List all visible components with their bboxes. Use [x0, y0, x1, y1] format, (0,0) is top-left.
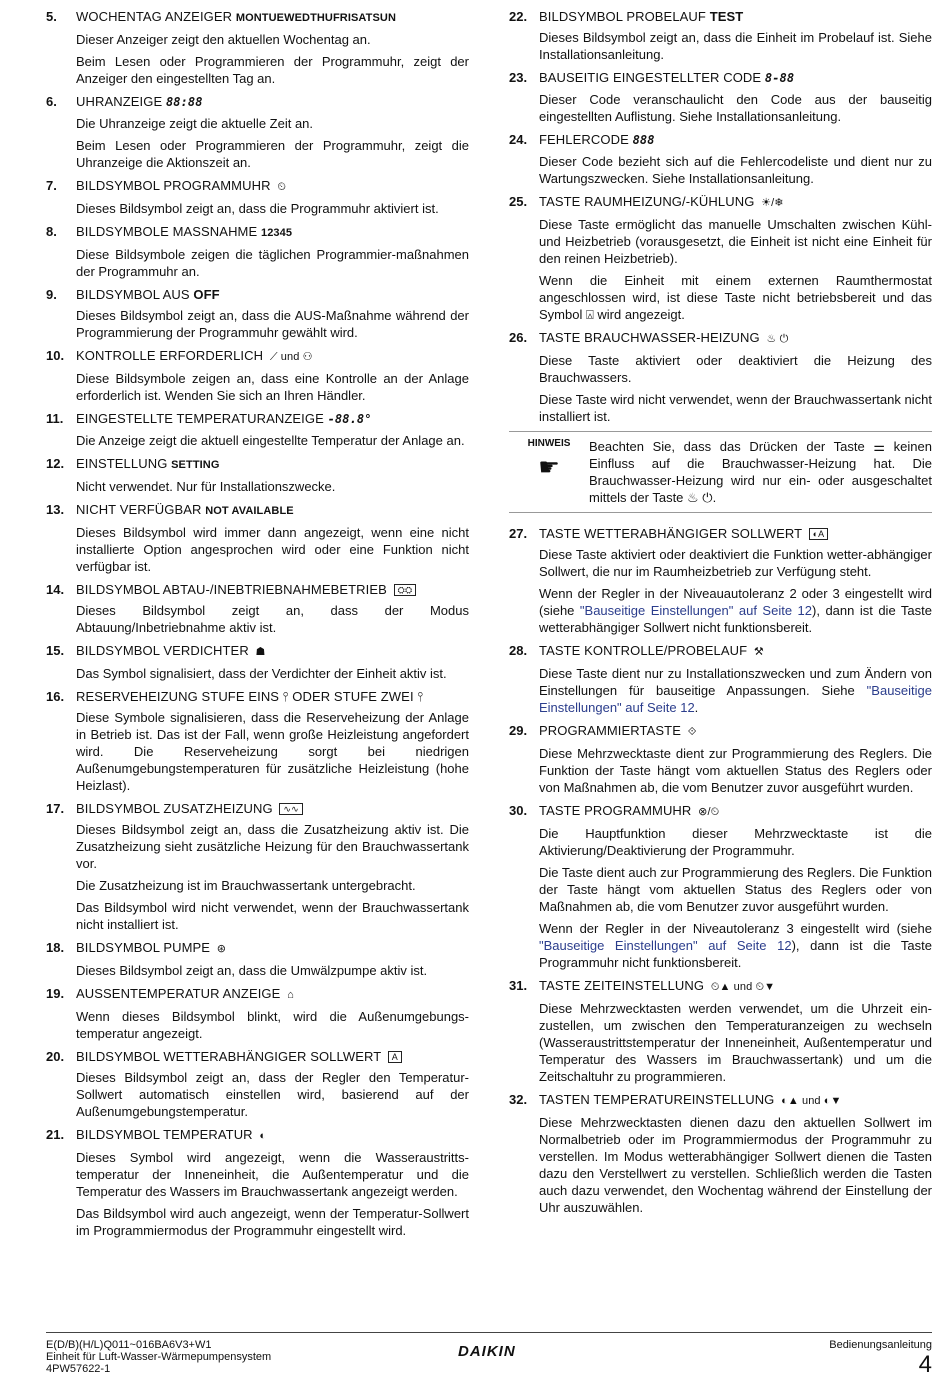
item-heading — [509, 131, 932, 149]
item-heading — [46, 800, 469, 817]
item-paragraph-with-link — [539, 585, 932, 636]
item-number: 20. — [46, 1049, 65, 1064]
item-title: WOCHENTAG ANZEIGER — [76, 9, 233, 24]
item-number: 6. — [46, 94, 57, 109]
list-item — [46, 939, 469, 979]
item-title-line — [76, 8, 469, 27]
item-paragraph: Die Hauptfunktion dieser Mehrzwecktaste ist die Aktivierung/Deaktivierung der Programmuhr. — [539, 826, 932, 858]
item-number: 14. — [46, 582, 65, 597]
item-paragraph: Dieses Bildsymbol zeigt an, dass der Modus Abtauung/Inbetriebnahme aktiv ist. — [76, 603, 469, 635]
item-symbol: A — [388, 1051, 402, 1063]
item-symbol: ⛭⛭ — [394, 584, 417, 596]
item-title: TASTE BRAUCHWASSER-HEIZUNG — [539, 330, 760, 345]
item-number: 16. — [46, 689, 65, 704]
paragraph-text: ), dann ist die Taste wetterabhängiger Sollwert nicht funktionsbereit. — [539, 603, 933, 635]
item-title: TASTE KONTROLLE/PROBELAUF — [539, 643, 748, 658]
item-heading — [509, 642, 932, 661]
footer-model: E(D/B)(H/L)Q011~016BA6V3+W1 — [46, 1339, 212, 1351]
item-title: BILDSYMBOL ZUSATZHEIZUNG — [76, 801, 273, 816]
item-title: BILDSYMBOLE MASSNAHME — [76, 224, 258, 239]
item-title: TASTE WETTERABHÄNGIGER SOLLWERT — [539, 526, 802, 541]
list-item — [509, 8, 932, 63]
item-symbol: ☀/❄ — [761, 197, 784, 209]
item-number: 23. — [509, 70, 528, 85]
list-item — [509, 329, 932, 425]
item-symbol: -88.8° — [327, 412, 372, 426]
item-title-line — [539, 525, 932, 542]
item-symbol: ⟐ — [687, 726, 697, 738]
item-heading — [509, 1091, 932, 1110]
item-paragraph: Diese Taste aktiviert oder deaktiviert die Heizung des Brauchwassers. — [539, 353, 932, 385]
right-items-top — [509, 8, 932, 425]
item-title-line — [76, 286, 469, 303]
item-paragraph: Diese Bildsymbole zeigen an, dass eine Kontrolle an der Anlage erforderlich ist. Wenden Sie sich an Ihren Händler. — [76, 371, 469, 403]
item-heading — [46, 1126, 469, 1145]
item-title-line — [76, 93, 469, 111]
item-heading — [46, 410, 469, 428]
list-item — [46, 410, 469, 449]
item-title: TASTE PROGRAMMUHR — [539, 803, 692, 818]
note-label-block — [509, 438, 589, 506]
left-column — [46, 8, 469, 1245]
item-title-line — [76, 1048, 469, 1065]
list-item — [46, 286, 469, 341]
list-item — [46, 985, 469, 1042]
item-number: 24. — [509, 132, 528, 147]
item-paragraph: Die Uhranzeige zeigt die aktuelle Zeit an. — [76, 116, 314, 131]
item-title-line — [76, 410, 469, 428]
item-title: AUSSENTEMPERATUR ANZEIGE — [76, 986, 281, 1001]
item-title-line — [539, 642, 932, 661]
item-title: BILDSYMBOL PUMPE — [76, 940, 211, 955]
item-number: 8. — [46, 224, 57, 239]
item-title-line — [76, 223, 469, 242]
footer-doctype: Bedienungsanleitung — [829, 1339, 932, 1351]
item-heading — [46, 642, 469, 661]
item-paragraph-with-link — [539, 920, 932, 971]
item-heading — [46, 286, 469, 303]
item-title-line — [539, 131, 932, 149]
item-paragraph: Die Anzeige zeigt die aktuell eingestellte Temperatur der Anlage an. — [76, 433, 465, 448]
item-symbol: ⫯ ODER STUFE ZWEI ⫯ — [282, 689, 424, 704]
item-title: BAUSEITIG EINGESTELLTER CODE — [539, 70, 762, 85]
item-title-line — [539, 329, 932, 348]
item-number: 12. — [46, 456, 65, 471]
footer-docnum: 4PW57622-1 — [46, 1363, 111, 1375]
item-title: BILDSYMBOL TEMPERATUR — [76, 1127, 253, 1142]
paragraph-text: ), dann ist die Taste Programmuhr nicht funktionsbereit. — [539, 938, 933, 970]
list-item — [46, 688, 469, 794]
item-paragraph: Das Bildsymbol wird nicht verwendet, wenn der Brauchwassertank nicht installiert ist. — [76, 900, 469, 932]
paragraph-text: . — [694, 700, 699, 715]
cross-reference-link[interactable]: "Bauseitige Einstellungen" auf Seite 12 — [579, 603, 813, 618]
item-title-line — [76, 688, 469, 705]
list-item — [46, 1126, 469, 1239]
item-paragraph: Wenn dieses Bildsymbol blinkt, wird die Außenumgebungs-temperatur angezeigt. — [76, 1009, 469, 1041]
list-item — [509, 525, 932, 636]
item-title-line — [539, 977, 932, 996]
item-symbol: 888 — [632, 133, 655, 147]
item-title: FEHLERCODE — [539, 132, 629, 147]
item-heading — [46, 939, 469, 958]
list-item — [46, 455, 469, 495]
item-symbol: ⏲▲ und ⏲▼ — [710, 981, 776, 993]
note-label: HINWEIS — [527, 438, 571, 449]
item-paragraph: Diese Bildsymbole zeigen die täglichen Programmier-maßnahmen der Programmuhr an. — [76, 247, 469, 279]
item-title-line — [539, 193, 932, 212]
item-paragraph: Dieses Bildsymbol zeigt an, dass die AUS-Maßnahme während der Programmierung der Programmuhr gewählt wird. — [76, 308, 469, 340]
item-number: 21. — [46, 1127, 65, 1142]
pointing-hand-icon: ☛ — [538, 454, 560, 481]
item-number: 32. — [509, 1092, 528, 1107]
item-number: 11. — [46, 411, 64, 426]
list-item — [46, 581, 469, 636]
list-item — [509, 131, 932, 187]
item-paragraph: Die Zusatzheizung ist im Brauchwassertank untergebracht. — [76, 878, 416, 893]
item-symbol: SETTING — [171, 459, 220, 471]
item-symbol: TEST — [709, 9, 744, 24]
cross-reference-link[interactable]: "Bauseitige Einstellungen" auf Seite 12 — [539, 938, 792, 953]
item-title: BILDSYMBOL WETTERABHÄNGIGER SOLLWERT — [76, 1049, 382, 1064]
item-heading — [46, 177, 469, 196]
item-title: BILDSYMBOL VERDICHTER — [76, 643, 249, 658]
item-title-line — [76, 642, 469, 661]
item-title-line — [76, 1126, 469, 1145]
list-item — [509, 642, 932, 716]
list-item — [46, 177, 469, 217]
list-item — [46, 1048, 469, 1120]
item-symbol: OFF — [193, 287, 220, 302]
item-heading — [46, 455, 469, 474]
item-title: BILDSYMBOL PROGRAMMUHR — [76, 178, 271, 193]
item-heading — [46, 347, 469, 366]
item-title-line — [539, 1091, 932, 1110]
item-title: TASTEN TEMPERATUREINSTELLUNG — [539, 1092, 775, 1107]
item-number: 22. — [509, 9, 528, 24]
item-number: 30. — [509, 803, 528, 818]
item-title-line — [76, 177, 469, 196]
item-number: 28. — [509, 643, 528, 658]
item-paragraph: Diese Mehrzwecktaste dient zur Programmierung des Reglers. Die Funktion der Taste hängt vom aktuellen Status des Reglers oder von Maßnahmen ab, die vom Benutzer zuvor ausgeführt wurden. — [539, 746, 932, 795]
list-item — [509, 977, 932, 1085]
item-title: EINSTELLUNG — [76, 456, 168, 471]
item-paragraph-with-link — [539, 665, 932, 716]
item-paragraph: Beim Lesen oder Programmieren der Programmuhr, zeigt der Anzeiger den eingestellten Tag an. — [76, 54, 469, 86]
cross-reference-link[interactable]: "Bauseitige Einstellungen" auf Seite 12 — [539, 683, 932, 715]
item-heading — [46, 985, 469, 1004]
item-paragraph: Dieses Symbol wird angezeigt, wenn die Wasseraustritts-temperatur der Inneneinheit, die Außentemperatur und die Temperatur des Wassers im Brauchwassertank angezeigt werden. — [76, 1150, 469, 1199]
item-title-line — [539, 802, 932, 821]
item-title: TASTE RAUMHEIZUNG/-KÜHLUNG — [539, 194, 755, 209]
paragraph-text: Diese Taste dient nur zu Installationszwecken und zum Ändern von Einstellungen für bauseitige Anpassungen. Siehe — [539, 666, 932, 698]
item-title-line — [76, 985, 469, 1004]
item-paragraph: Diese Taste wird nicht verwendet, wenn der Brauchwassertank nicht installiert ist. — [539, 392, 932, 424]
item-paragraph: Das Bildsymbol wird auch angezeigt, wenn der Temperatur-Sollwert im Programmiermodus der Programmuhr eingestellt wird. — [76, 1206, 469, 1238]
item-symbol: ⊗/⏲ — [698, 806, 720, 818]
item-number: 29. — [509, 723, 528, 738]
item-paragraph: Diese Taste ermöglicht das manuelle Umschalten zwischen Kühl- und Heizbetrieb (vorausgesetzt, die Einheit ist nicht eine Einheit für den reinen Heizbetrieb). — [539, 217, 932, 266]
item-symbol: ⚒ — [753, 646, 764, 658]
item-paragraph: Diese Mehrzwecktasten werden verwendet, um die Uhrzeit ein-zustellen, um zwischen den Temperaturanzeigen zu wechseln (Wasseraustrittstemperatur der Inneneinheit, Außentemperatur und Temperatur des Wassers im Brauchwassertank) und um die Zeitschaltuhr zu programmieren. — [539, 1001, 932, 1084]
item-heading — [46, 223, 469, 242]
item-heading — [509, 69, 932, 87]
item-paragraph: Beim Lesen oder Programmieren der Programmuhr, zeigt die Uhranzeige die Aktionszeit an. — [76, 138, 469, 170]
item-title: KONTROLLE ERFORDERLICH — [76, 348, 264, 363]
item-heading — [509, 802, 932, 821]
item-symbol: 12345 — [260, 227, 293, 239]
item-number: 13. — [46, 502, 65, 517]
page-number: 4 — [918, 1351, 932, 1378]
item-number: 5. — [46, 9, 57, 24]
item-symbol: ⟋ und ⚇ — [269, 351, 313, 363]
item-number: 7. — [46, 178, 57, 193]
item-paragraph: Dieses Bildsymbol zeigt an, dass die Einheit im Probelauf ist. Siehe Installationsanleitung. — [539, 30, 932, 62]
item-title-line — [76, 581, 469, 598]
item-heading — [509, 193, 932, 212]
paragraph-text: Wenn der Regler in der Niveautoleranz 3 eingestellt wird (siehe — [539, 921, 932, 936]
item-paragraph: Dieses Bildsymbol wird immer dann angezeigt, wenn eine nicht installierte Option angesprochen wird oder eine Funktion nicht verfügbar ist. — [76, 525, 469, 574]
item-paragraph: Dieser Anzeiger zeigt den aktuellen Wochentag an. — [76, 32, 371, 47]
item-symbol: ⏲ — [277, 181, 286, 193]
item-paragraph: Dieses Bildsymbol zeigt an, dass die Umwälzpumpe aktiv ist. — [76, 963, 428, 978]
item-paragraph: Dieses Bildsymbol zeigt an, dass der Regler den Temperatur-Sollwert automatisch einstellen wird, basierend auf der Außenumgebungstemperatur. — [76, 1070, 469, 1119]
list-item — [509, 722, 932, 796]
item-title: BILDSYMBOL AUS — [76, 287, 190, 302]
list-item — [46, 642, 469, 682]
item-title: NICHT VERFÜGBAR — [76, 502, 202, 517]
item-heading — [46, 93, 469, 111]
note-text: Beachten Sie, dass das Drücken der Taste ⚌ keinen Einfluss auf die Brauchwasser-Heizung hat. Die Brauchwasser-Heizung wird nur ein- oder ausgeschaltet mittels der Taste ♨ ⏻. — [589, 439, 932, 505]
item-heading — [509, 722, 932, 741]
item-number: 9. — [46, 287, 57, 302]
item-symbol: NOT AVAILABLE — [205, 505, 294, 517]
list-item — [46, 93, 469, 171]
page-footer — [46, 1332, 932, 1379]
item-title: BILDSYMBOL ABTAU-/INEBTRIEBNAHMEBETRIEB — [76, 582, 387, 597]
item-symbol: ♨ ⏻ — [766, 333, 789, 345]
list-item — [46, 501, 469, 575]
item-number: 19. — [46, 986, 65, 1001]
list-item — [509, 802, 932, 971]
item-heading — [509, 8, 932, 25]
item-symbol: ⌂ — [287, 989, 294, 1001]
item-symbol: ⊛ — [216, 943, 227, 955]
brand-logo: DAIKIN — [458, 1343, 516, 1360]
item-title-line — [76, 800, 469, 817]
item-paragraph: Dieser Code veranschaulicht den Code aus der bauseitig eingestellten Auflistung. Siehe Installationsanleitung. — [539, 92, 932, 124]
item-paragraph: Diese Mehrzwecktasten dienen dazu den aktuellen Sollwert im Normalbetrieb oder im Programmiermodus der Programmuhr zu verstellen. Im Modus wetterabhängiger Sollwert dienen die Tasten dazu den Verstellwert zu verstellen. Schließlich werden die Tasten auch dazu verwendet, den Wochentag während der Einstellung der Uhr auszuwählen. — [539, 1115, 932, 1215]
list-item — [46, 223, 469, 280]
item-title: TASTE ZEITEINSTELLUNG — [539, 978, 705, 993]
item-title-line — [76, 501, 469, 520]
item-heading — [509, 329, 932, 348]
list-item — [509, 69, 932, 125]
item-title-line — [539, 69, 932, 87]
item-paragraph: Dieses Bildsymbol zeigt an, dass die Zusatzheizung aktiv ist. Die Zusatzheizung sieht zusätzliche Heizung für den Brauchwassertank vor. — [76, 822, 469, 871]
item-title-line — [76, 939, 469, 958]
item-heading — [46, 688, 469, 705]
item-title-line — [539, 722, 932, 741]
item-heading — [509, 525, 932, 542]
list-item — [509, 193, 932, 323]
item-symbol: 88:88 — [165, 95, 203, 109]
item-number: 15. — [46, 643, 65, 658]
item-heading — [509, 977, 932, 996]
item-title: PROGRAMMIERTASTE — [539, 723, 681, 738]
item-paragraph: Dieses Bildsymbol zeigt an, dass die Programmuhr aktiviert ist. — [76, 201, 439, 216]
item-title: UHRANZEIGE — [76, 94, 163, 109]
item-paragraph: Die Taste dient auch zur Programmierung des Reglers. Die Funktion der Taste hängt vom aktuellen Status des Reglers oder von Maßnahmen ab, die vom Benutzer zuvor ausgeführt wurden. — [539, 865, 932, 914]
item-heading — [46, 501, 469, 520]
paragraph-text: Wenn der Regler in der Niveauautoleranz 2 oder 3 eingestellt wird (siehe — [539, 586, 932, 618]
right-items-bottom — [509, 525, 932, 1216]
list-item — [509, 1091, 932, 1216]
list-item — [46, 8, 469, 87]
item-paragraph: Diese Symbole signalisieren, dass die Reserveheizung der Anlage in Betrieb ist. Das ist der Fall, wenn große Heizleistung angefordert wird. Die Reserveheizung sorgt bei niedrigen Außenumgebungstemperaturen für zusätzliche Heizleistung (hohe Heizlast). — [76, 710, 469, 793]
note-box — [509, 431, 932, 513]
item-title-line — [539, 8, 932, 25]
item-number: 10. — [46, 348, 65, 363]
item-symbol: 8-88 — [764, 71, 795, 85]
item-symbol: ◐ — [259, 1130, 267, 1142]
item-symbol: ◐▲ und ◐▼ — [781, 1095, 842, 1107]
item-number: 18. — [46, 940, 65, 955]
item-number: 31. — [509, 978, 528, 993]
item-symbol: ◐A — [809, 528, 829, 540]
item-number: 27. — [509, 526, 528, 541]
item-paragraph: Dieser Code bezieht sich auf die Fehlercodeliste und dient nur zu Wartungszwecken. Siehe Installationsanleitung. — [539, 154, 932, 186]
item-number: 17. — [46, 801, 65, 816]
item-title-line — [76, 455, 469, 474]
list-item — [46, 347, 469, 404]
item-number: 26. — [509, 330, 528, 345]
item-paragraph: Diese Taste aktiviert oder deaktiviert die Funktion wetter-abhängiger Sollwert, die nur im Raumheizbetrieb zur Verfügung steht. — [539, 547, 932, 579]
item-title: RESERVEHEIZUNG STUFE EINS — [76, 689, 280, 704]
item-title: EINGESTELLTE TEMPERATURANZEIGE — [76, 411, 324, 426]
item-symbol: ∿∿ — [279, 803, 302, 815]
footer-left — [46, 1339, 271, 1375]
footer-product: Einheit für Luft-Wasser-Wärmepumpensystem — [46, 1351, 272, 1363]
item-heading — [46, 8, 469, 27]
item-number: 25. — [509, 194, 528, 209]
item-paragraph: Wenn die Einheit mit einem externen Raumthermostat angeschlossen wird, ist diese Taste nicht betriebsbereit und das Symbol ⍓ wird angezeigt. — [539, 273, 932, 322]
list-item — [46, 800, 469, 933]
item-paragraph: Nicht verwendet. Nur für Installationszwecke. — [76, 479, 336, 494]
right-column — [509, 8, 932, 1222]
item-heading — [46, 581, 469, 598]
item-symbol: ☗ — [255, 646, 266, 658]
item-heading — [46, 1048, 469, 1065]
item-title: BILDSYMBOL PROBELAUF — [539, 9, 706, 24]
item-title-line — [76, 347, 469, 366]
item-symbol: MONTUEWEDTHUFRISATSUN — [235, 12, 397, 24]
item-paragraph: Das Symbol signalisiert, dass der Verdichter der Einheit aktiv ist. — [76, 666, 447, 681]
